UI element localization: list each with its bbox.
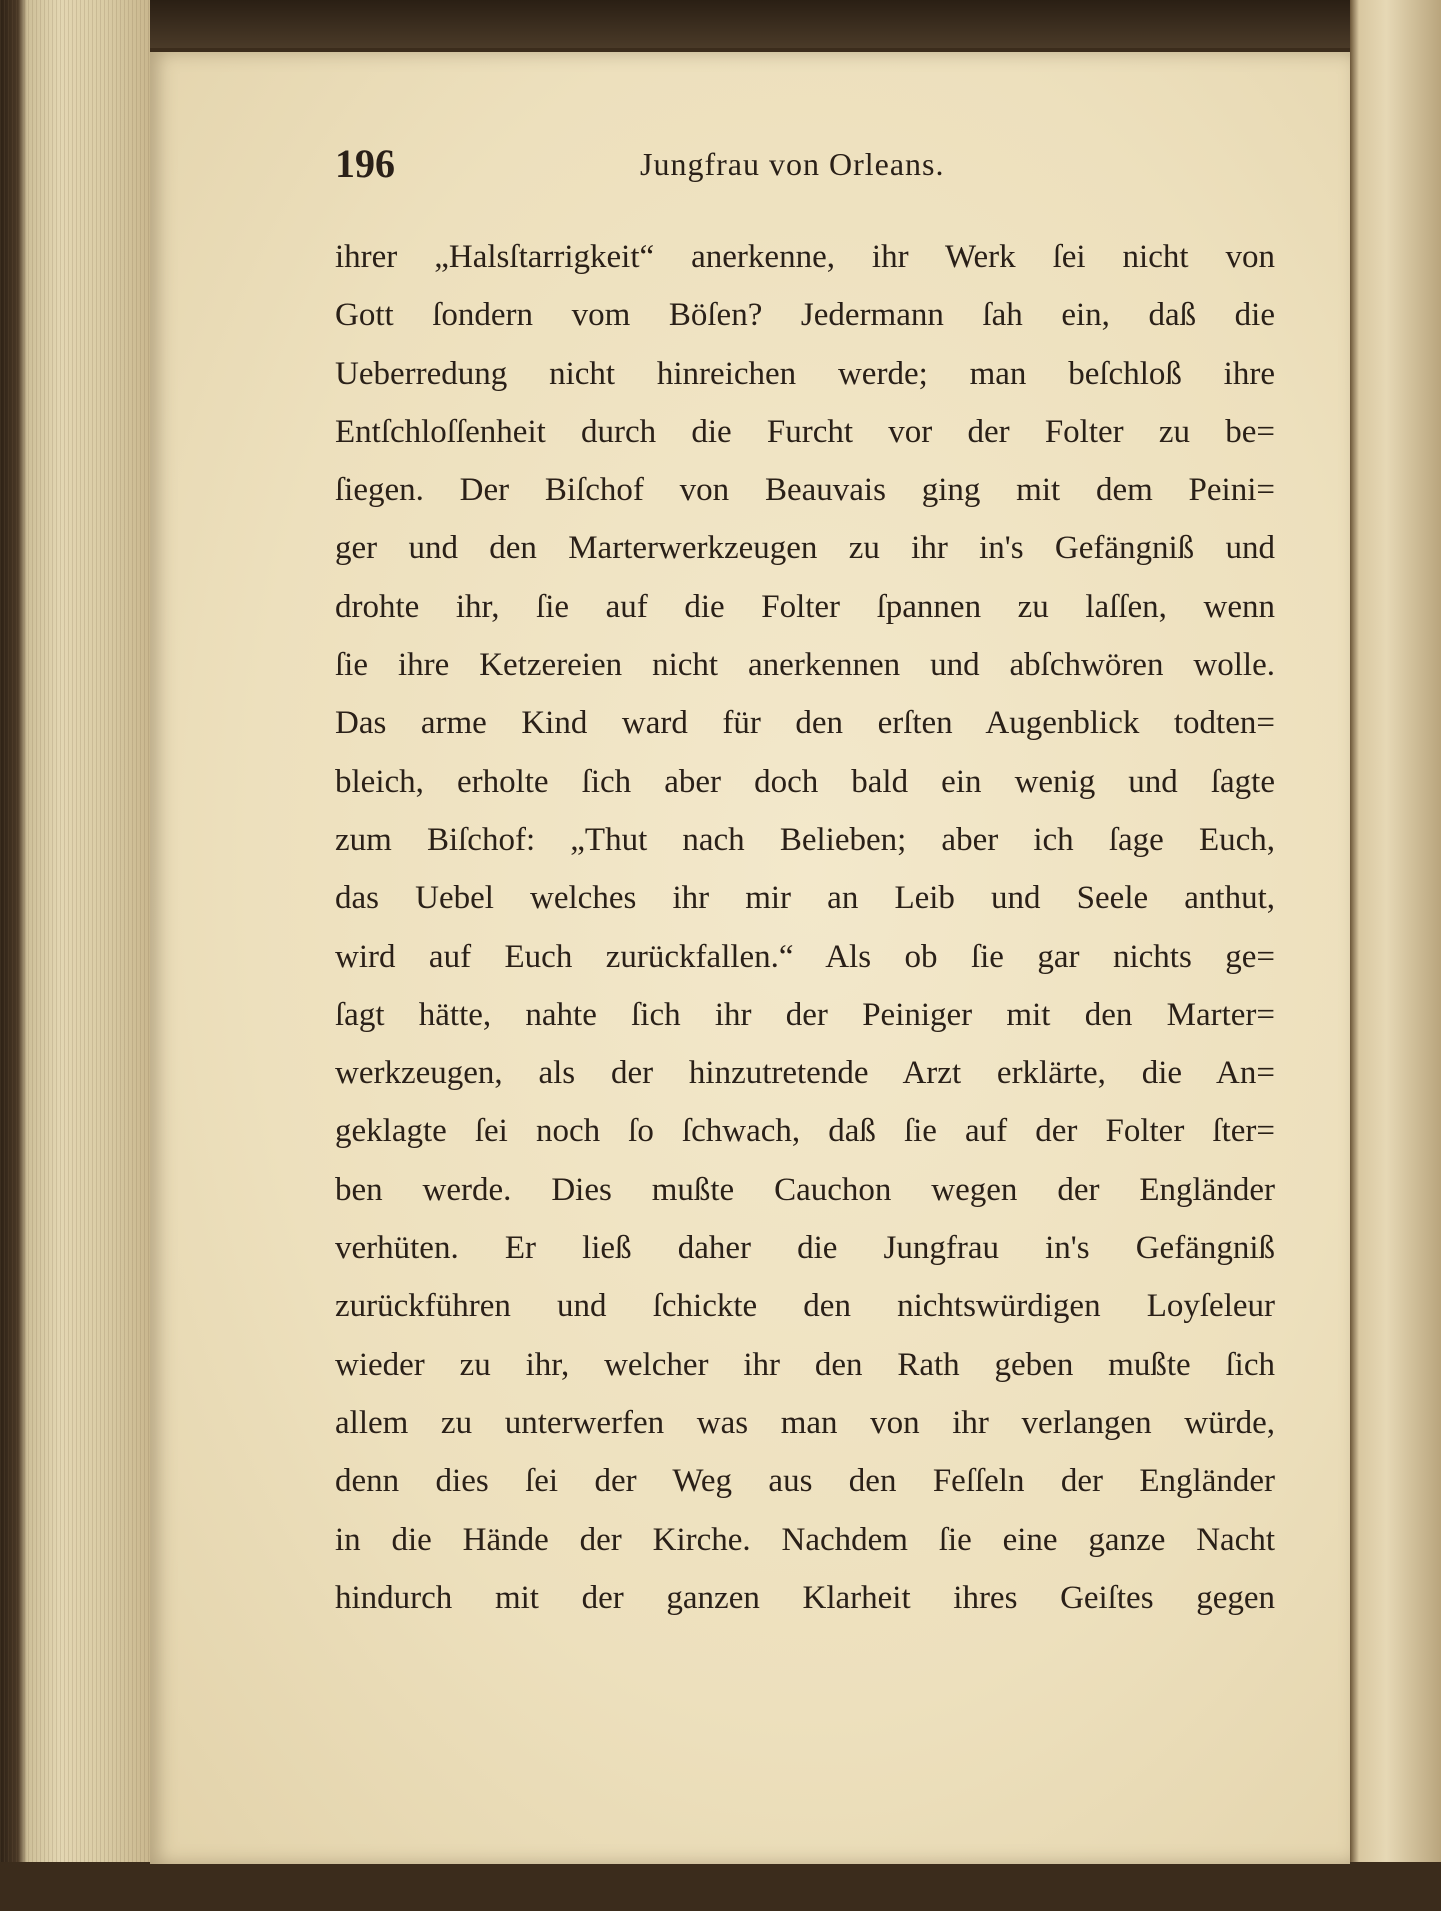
text-line: verhüten. Er ließ daher die Jungfrau in's Gefängniß <box>335 1230 1275 1267</box>
text-line: ihrer „Halsſtarrigkeit“ anerkenne, ihr Werk ſei nicht von <box>335 239 1275 275</box>
text-line: drohte ihr, ſie auf die Folter ſpannen zu laſſen, wenn <box>335 588 1275 625</box>
text-line: zum Biſchof: „Thut nach Belieben; aber ich ſage Euch, <box>335 821 1275 858</box>
page-header <box>335 140 1035 190</box>
book-page-stack-right <box>1350 0 1441 1911</box>
running-title: Jungfrau von Orleans. <box>640 146 945 182</box>
book-top-edge <box>0 0 1441 48</box>
text-line: ſie ihre Ketzereien nicht anerkennen und abſchwören wolle. <box>335 647 1275 684</box>
text-line: ſagt hätte, nahte ſich ihr der Peiniger mit den Marter= <box>335 996 1275 1033</box>
text-line: hindurch mit der ganzen Klarheit ihres Geiſtes gegen <box>335 1579 1275 1616</box>
text-line: denn dies ſei der Weg aus den Feſſeln der Engländer <box>335 1463 1275 1500</box>
text-line: geklagte ſei noch ſo ſchwach, daß ſie auf der Folter ſter= <box>335 1113 1275 1150</box>
body-text <box>335 228 1275 1627</box>
page-number: 196 <box>335 141 395 186</box>
text-line: Entſchloſſenheit durch die Furcht vor der Folter zu be= <box>335 413 1275 450</box>
text-line: ben werde. Dies mußte Cauchon wegen der Engländer <box>335 1171 1275 1208</box>
text-line: werkzeugen, als der hinzutretende Arzt erklärte, die An= <box>335 1055 1275 1092</box>
text-line: bleich, erholte ſich aber doch bald ein wenig und ſagte <box>335 763 1275 800</box>
text-line: in die Hände der Kirche. Nachdem ſie eine ganze Nacht <box>335 1521 1275 1558</box>
text-line: Gott ſondern vom Böſen? Jedermann ſah ein, daß die <box>335 297 1275 334</box>
text-line: ſiegen. Der Biſchof von Beauvais ging mit dem Peini= <box>335 472 1275 509</box>
text-line: ger und den Marterwerkzeugen zu ihr in's Gefängniß und <box>335 530 1275 567</box>
text-line: allem zu unterwerfen was man von ihr verlangen würde, <box>335 1404 1275 1441</box>
book-page-stack-left <box>0 0 150 1911</box>
text-line: zurückführen und ſchickte den nichtswürdigen Loyſeleur <box>335 1288 1275 1325</box>
text-line: Das arme Kind ward für den erſten Augenblick todten= <box>335 705 1275 742</box>
text-line: Ueberredung nicht hinreichen werde; man beſchloß ihre <box>335 355 1275 392</box>
text-line: das Uebel welches ihr mir an Leib und Seele anthut, <box>335 880 1275 917</box>
text-line: wird auf Euch zurückfallen.“ Als ob ſie gar nichts ge= <box>335 938 1275 975</box>
text-line: wieder zu ihr, welcher ihr den Rath geben mußte ſich <box>335 1346 1275 1383</box>
book-bottom-edge <box>0 1862 1441 1911</box>
